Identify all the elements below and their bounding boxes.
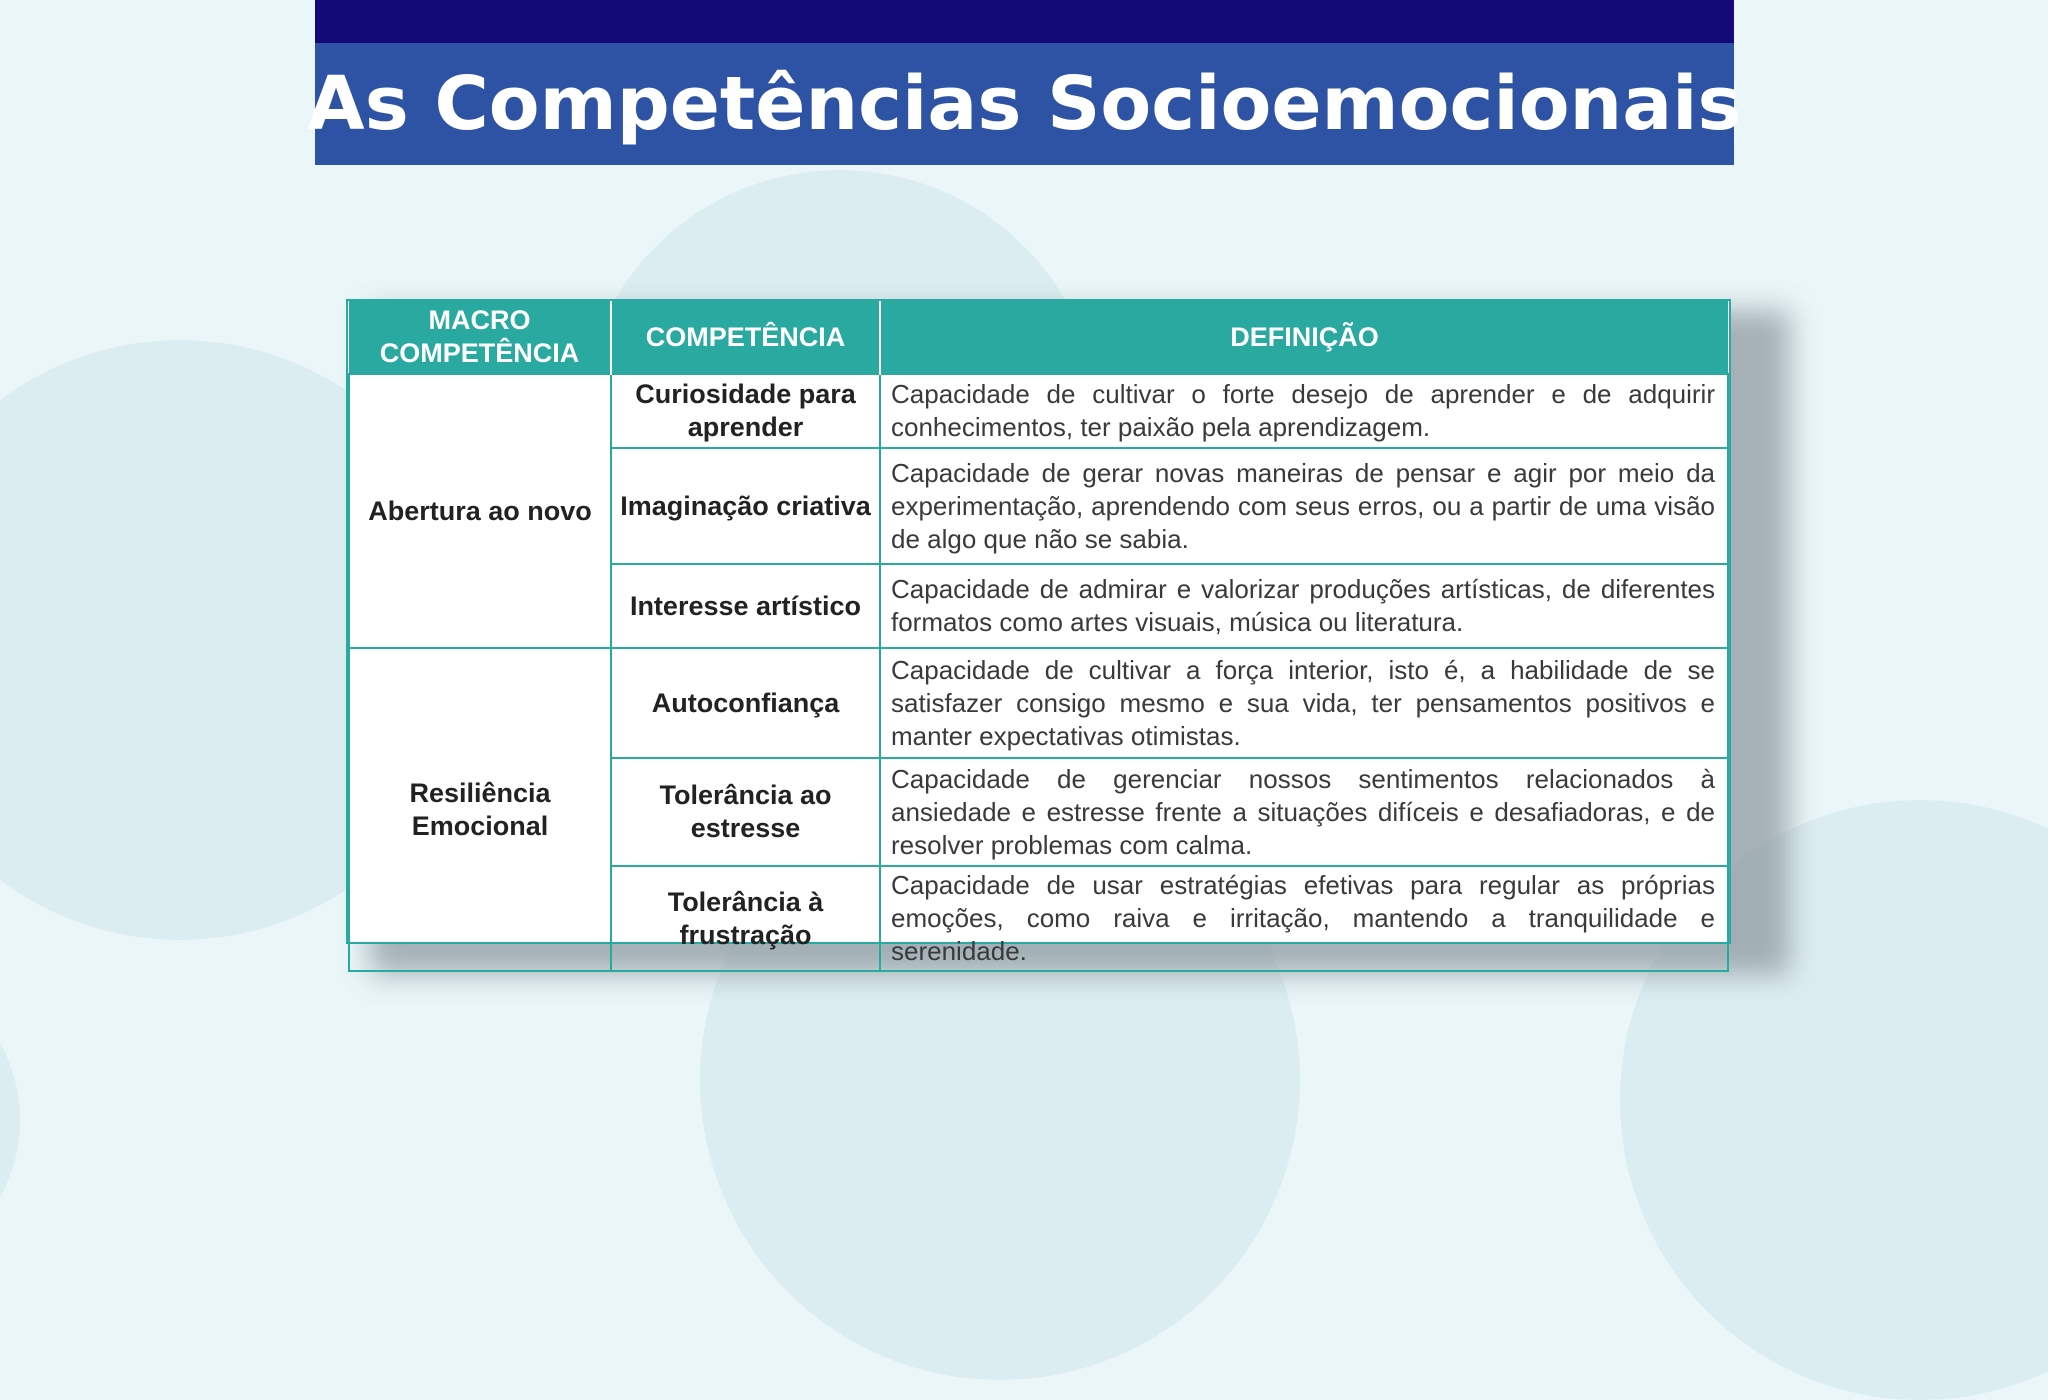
definicao-cell: Capacidade de cultivar o forte desejo de aprender e de adquirir conhecimentos, ter paixão pela aprendizagem. xyxy=(880,374,1728,448)
competencia-cell: Interesse artístico xyxy=(611,564,880,648)
header-competencia: COMPETÊNCIA xyxy=(611,301,880,374)
definicao-cell: Capacidade de gerenciar nossos sentimentos relacionados à ansiedade e estresse frente a situações difíceis e desafiadoras, e de resolver problemas com calma. xyxy=(880,758,1728,866)
macro-competencia-cell: Abertura ao novo xyxy=(349,374,611,648)
competencia-cell: Curiosidade para aprender xyxy=(611,374,880,448)
competencia-cell: Tolerância ao estresse xyxy=(611,758,880,866)
competencia-cell: Tolerância à frustração xyxy=(611,866,880,971)
definicao-cell: Capacidade de admirar e valorizar produções artísticas, de diferentes formatos como artes visuais, música ou literatura. xyxy=(880,564,1728,648)
background-circle xyxy=(0,960,20,1280)
competencia-cell: Autoconfiança xyxy=(611,648,880,758)
competencias-table xyxy=(346,299,1731,966)
table-row xyxy=(349,648,1728,758)
definicao-cell: Capacidade de cultivar a força interior, isto é, a habilidade de se satisfazer consigo mesmo e sua vida, ter pensamentos positivos e manter expectativas otimistas. xyxy=(880,648,1728,758)
definicao-cell: Capacidade de usar estratégias efetivas para regular as próprias emoções, como raiva e irritação, mantendo a tranquilidade e serenidade. xyxy=(880,866,1728,971)
table-row xyxy=(349,374,1728,448)
definicao-cell: Capacidade de gerar novas maneiras de pensar e agir por meio da experimentação, aprendendo com seus erros, ou a partir de uma visão de algo que não se sabia. xyxy=(880,448,1728,564)
header-definicao: DEFINIÇÃO xyxy=(880,301,1728,374)
macro-competencia-cell: Resiliência Emocional xyxy=(349,648,611,971)
competencia-cell: Imaginação criativa xyxy=(611,448,880,564)
title-banner xyxy=(307,43,1742,165)
table-header-row xyxy=(349,301,1728,374)
top-bar xyxy=(315,0,1734,43)
page-title: As Competências Socioemocionais xyxy=(307,61,1742,147)
header-macro-competencia: MACRO COMPETÊNCIA xyxy=(349,301,611,374)
